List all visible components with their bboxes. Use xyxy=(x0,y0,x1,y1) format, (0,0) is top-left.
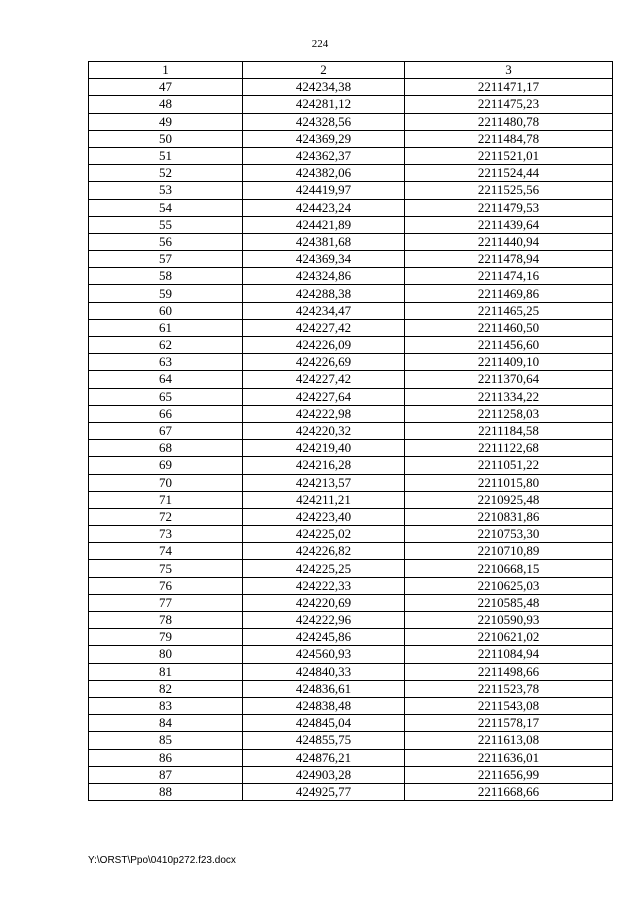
cell-point-number: 84 xyxy=(89,715,243,732)
column-header-x: 2 xyxy=(243,62,405,79)
cell-point-number: 61 xyxy=(89,319,243,336)
cell-point-number: 62 xyxy=(89,337,243,354)
cell-y-coordinate: 2210621,02 xyxy=(405,629,613,646)
cell-x-coordinate: 424226,09 xyxy=(243,337,405,354)
cell-x-coordinate: 424227,42 xyxy=(243,371,405,388)
table-header-row xyxy=(89,62,613,79)
cell-x-coordinate: 424226,82 xyxy=(243,543,405,560)
table-row xyxy=(89,199,613,216)
cell-x-coordinate: 424421,89 xyxy=(243,216,405,233)
cell-point-number: 65 xyxy=(89,388,243,405)
cell-point-number: 58 xyxy=(89,268,243,285)
cell-x-coordinate: 424222,98 xyxy=(243,405,405,422)
table-row xyxy=(89,388,613,405)
table-row xyxy=(89,526,613,543)
table-row xyxy=(89,732,613,749)
table-row xyxy=(89,646,613,663)
table-row xyxy=(89,766,613,783)
cell-y-coordinate: 2211636,01 xyxy=(405,749,613,766)
cell-x-coordinate: 424211,21 xyxy=(243,491,405,508)
table-row xyxy=(89,508,613,525)
cell-point-number: 81 xyxy=(89,663,243,680)
cell-x-coordinate: 424281,12 xyxy=(243,96,405,113)
cell-point-number: 50 xyxy=(89,130,243,147)
table-row xyxy=(89,251,613,268)
table-row xyxy=(89,285,613,302)
table-row xyxy=(89,165,613,182)
footer-file-path: Y:\ORST\Ppo\0410p272.f23.docx xyxy=(88,855,236,866)
table-row xyxy=(89,715,613,732)
cell-x-coordinate: 424855,75 xyxy=(243,732,405,749)
table-row xyxy=(89,337,613,354)
cell-x-coordinate: 424227,42 xyxy=(243,319,405,336)
cell-y-coordinate: 2211480,78 xyxy=(405,113,613,130)
cell-x-coordinate: 424369,34 xyxy=(243,251,405,268)
cell-point-number: 54 xyxy=(89,199,243,216)
cell-x-coordinate: 424903,28 xyxy=(243,766,405,783)
cell-point-number: 85 xyxy=(89,732,243,749)
cell-y-coordinate: 2210831,86 xyxy=(405,508,613,525)
cell-x-coordinate: 424227,64 xyxy=(243,388,405,405)
cell-x-coordinate: 424225,02 xyxy=(243,526,405,543)
cell-x-coordinate: 424876,21 xyxy=(243,749,405,766)
cell-y-coordinate: 2211122,68 xyxy=(405,440,613,457)
cell-x-coordinate: 424222,96 xyxy=(243,612,405,629)
table-row xyxy=(89,182,613,199)
cell-y-coordinate: 2211475,23 xyxy=(405,96,613,113)
cell-point-number: 48 xyxy=(89,96,243,113)
table-row xyxy=(89,354,613,371)
cell-y-coordinate: 2211471,17 xyxy=(405,79,613,96)
cell-x-coordinate: 424836,61 xyxy=(243,680,405,697)
cell-point-number: 52 xyxy=(89,165,243,182)
cell-y-coordinate: 2211334,22 xyxy=(405,388,613,405)
cell-y-coordinate: 2211258,03 xyxy=(405,405,613,422)
cell-x-coordinate: 424925,77 xyxy=(243,783,405,800)
table-row xyxy=(89,440,613,457)
cell-x-coordinate: 424219,40 xyxy=(243,440,405,457)
cell-y-coordinate: 2211498,66 xyxy=(405,663,613,680)
cell-x-coordinate: 424419,97 xyxy=(243,182,405,199)
cell-x-coordinate: 424213,57 xyxy=(243,474,405,491)
table-row xyxy=(89,268,613,285)
cell-y-coordinate: 2211051,22 xyxy=(405,457,613,474)
cell-y-coordinate: 2211456,60 xyxy=(405,337,613,354)
cell-point-number: 57 xyxy=(89,251,243,268)
cell-x-coordinate: 424220,32 xyxy=(243,422,405,439)
cell-x-coordinate: 424838,48 xyxy=(243,697,405,714)
table-row xyxy=(89,612,613,629)
cell-x-coordinate: 424216,28 xyxy=(243,457,405,474)
cell-point-number: 71 xyxy=(89,491,243,508)
cell-x-coordinate: 424226,69 xyxy=(243,354,405,371)
cell-point-number: 56 xyxy=(89,233,243,250)
table-row xyxy=(89,697,613,714)
cell-point-number: 67 xyxy=(89,422,243,439)
cell-y-coordinate: 2210625,03 xyxy=(405,577,613,594)
cell-point-number: 72 xyxy=(89,508,243,525)
cell-x-coordinate: 424423,24 xyxy=(243,199,405,216)
cell-x-coordinate: 424288,38 xyxy=(243,285,405,302)
table-row xyxy=(89,79,613,96)
table-row xyxy=(89,594,613,611)
cell-point-number: 66 xyxy=(89,405,243,422)
cell-point-number: 69 xyxy=(89,457,243,474)
cell-point-number: 73 xyxy=(89,526,243,543)
cell-x-coordinate: 424234,38 xyxy=(243,79,405,96)
cell-x-coordinate: 424560,93 xyxy=(243,646,405,663)
cell-y-coordinate: 2210710,89 xyxy=(405,543,613,560)
cell-point-number: 51 xyxy=(89,147,243,164)
cell-y-coordinate: 2211524,44 xyxy=(405,165,613,182)
column-header-point: 1 xyxy=(89,62,243,79)
cell-point-number: 82 xyxy=(89,680,243,697)
cell-y-coordinate: 2211523,78 xyxy=(405,680,613,697)
cell-x-coordinate: 424222,33 xyxy=(243,577,405,594)
cell-point-number: 63 xyxy=(89,354,243,371)
cell-point-number: 70 xyxy=(89,474,243,491)
cell-point-number: 87 xyxy=(89,766,243,783)
coordinates-table xyxy=(88,61,613,801)
table-row xyxy=(89,560,613,577)
cell-y-coordinate: 2210753,30 xyxy=(405,526,613,543)
cell-point-number: 88 xyxy=(89,783,243,800)
table-row xyxy=(89,491,613,508)
cell-x-coordinate: 424225,25 xyxy=(243,560,405,577)
cell-y-coordinate: 2211084,94 xyxy=(405,646,613,663)
table-row xyxy=(89,319,613,336)
cell-point-number: 55 xyxy=(89,216,243,233)
cell-y-coordinate: 2211474,16 xyxy=(405,268,613,285)
cell-y-coordinate: 2211015,80 xyxy=(405,474,613,491)
cell-y-coordinate: 2211478,94 xyxy=(405,251,613,268)
cell-x-coordinate: 424362,37 xyxy=(243,147,405,164)
table-row xyxy=(89,96,613,113)
cell-point-number: 78 xyxy=(89,612,243,629)
table-row xyxy=(89,457,613,474)
cell-point-number: 76 xyxy=(89,577,243,594)
table-row xyxy=(89,216,613,233)
cell-x-coordinate: 424840,33 xyxy=(243,663,405,680)
cell-x-coordinate: 424234,47 xyxy=(243,302,405,319)
cell-x-coordinate: 424220,69 xyxy=(243,594,405,611)
cell-point-number: 64 xyxy=(89,371,243,388)
table-row xyxy=(89,405,613,422)
cell-y-coordinate: 2211613,08 xyxy=(405,732,613,749)
cell-y-coordinate: 2211440,94 xyxy=(405,233,613,250)
cell-point-number: 80 xyxy=(89,646,243,663)
cell-y-coordinate: 2211484,78 xyxy=(405,130,613,147)
cell-y-coordinate: 2210925,48 xyxy=(405,491,613,508)
cell-point-number: 83 xyxy=(89,697,243,714)
cell-x-coordinate: 424223,40 xyxy=(243,508,405,525)
cell-x-coordinate: 424369,29 xyxy=(243,130,405,147)
cell-y-coordinate: 2211184,58 xyxy=(405,422,613,439)
cell-y-coordinate: 2211460,50 xyxy=(405,319,613,336)
table-row xyxy=(89,147,613,164)
cell-y-coordinate: 2211465,25 xyxy=(405,302,613,319)
cell-y-coordinate: 2211578,17 xyxy=(405,715,613,732)
cell-point-number: 86 xyxy=(89,749,243,766)
cell-point-number: 49 xyxy=(89,113,243,130)
cell-y-coordinate: 2211543,08 xyxy=(405,697,613,714)
table-row xyxy=(89,371,613,388)
cell-y-coordinate: 2211469,86 xyxy=(405,285,613,302)
cell-y-coordinate: 2211370,64 xyxy=(405,371,613,388)
cell-x-coordinate: 424324,86 xyxy=(243,268,405,285)
cell-y-coordinate: 2210668,15 xyxy=(405,560,613,577)
table-body xyxy=(89,79,613,801)
cell-y-coordinate: 2211521,01 xyxy=(405,147,613,164)
table-row xyxy=(89,783,613,800)
table-row xyxy=(89,629,613,646)
cell-y-coordinate: 2211479,53 xyxy=(405,199,613,216)
table-row xyxy=(89,749,613,766)
table-row xyxy=(89,577,613,594)
cell-x-coordinate: 424245,86 xyxy=(243,629,405,646)
table-row xyxy=(89,680,613,697)
cell-point-number: 68 xyxy=(89,440,243,457)
cell-point-number: 59 xyxy=(89,285,243,302)
table-row xyxy=(89,663,613,680)
column-header-y: 3 xyxy=(405,62,613,79)
cell-y-coordinate: 2211409,10 xyxy=(405,354,613,371)
cell-y-coordinate: 2210590,93 xyxy=(405,612,613,629)
cell-point-number: 75 xyxy=(89,560,243,577)
table-row xyxy=(89,130,613,147)
table-row xyxy=(89,474,613,491)
cell-x-coordinate: 424382,06 xyxy=(243,165,405,182)
cell-x-coordinate: 424328,56 xyxy=(243,113,405,130)
cell-point-number: 47 xyxy=(89,79,243,96)
cell-point-number: 53 xyxy=(89,182,243,199)
cell-y-coordinate: 2211439,64 xyxy=(405,216,613,233)
cell-y-coordinate: 2211668,66 xyxy=(405,783,613,800)
table-row xyxy=(89,302,613,319)
table-row xyxy=(89,233,613,250)
cell-x-coordinate: 424845,04 xyxy=(243,715,405,732)
cell-point-number: 74 xyxy=(89,543,243,560)
cell-y-coordinate: 2211525,56 xyxy=(405,182,613,199)
page-number: 224 xyxy=(311,38,329,50)
cell-y-coordinate: 2210585,48 xyxy=(405,594,613,611)
cell-point-number: 79 xyxy=(89,629,243,646)
cell-y-coordinate: 2211656,99 xyxy=(405,766,613,783)
cell-x-coordinate: 424381,68 xyxy=(243,233,405,250)
table-row xyxy=(89,113,613,130)
cell-point-number: 77 xyxy=(89,594,243,611)
table-row xyxy=(89,422,613,439)
table-row xyxy=(89,543,613,560)
cell-point-number: 60 xyxy=(89,302,243,319)
